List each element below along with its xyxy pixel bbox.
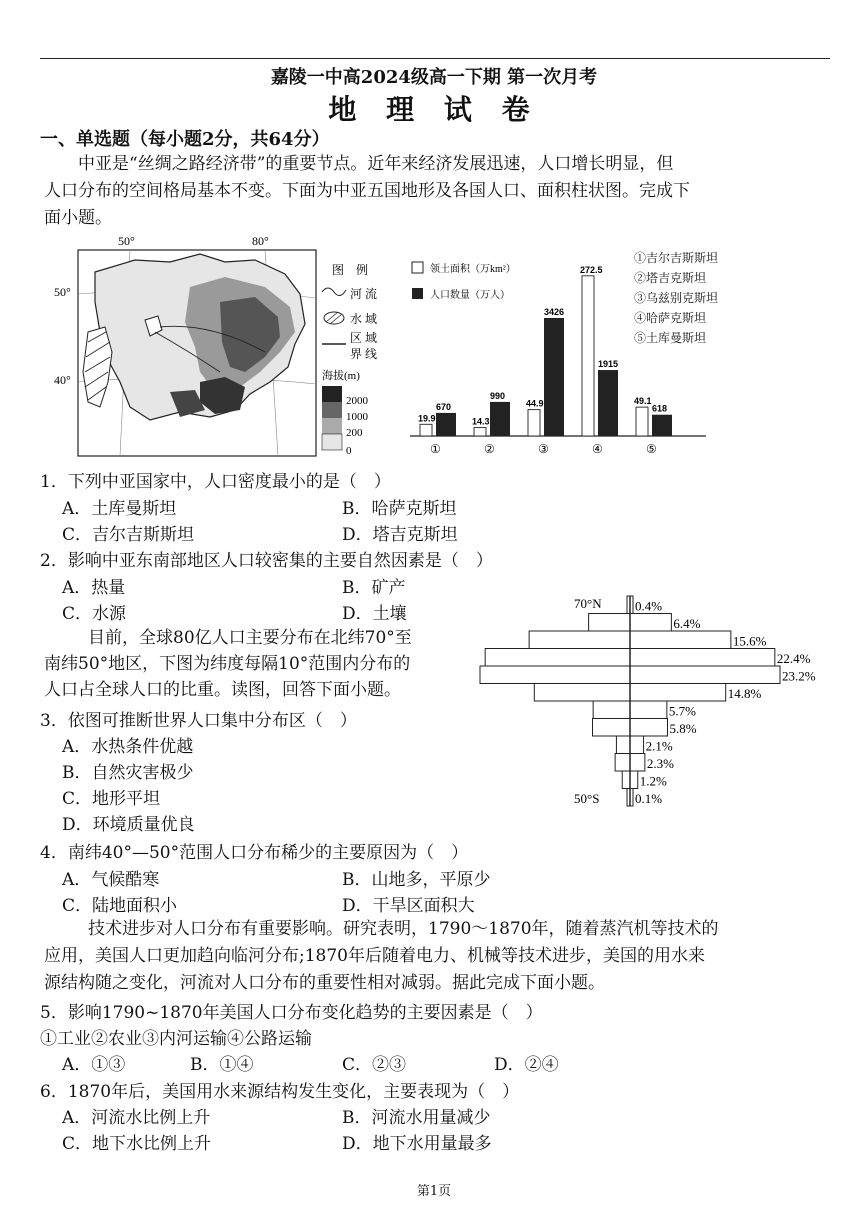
lat-value-9: 2.1% xyxy=(645,738,673,754)
legend-border-label-a: 区 域 xyxy=(350,331,378,345)
central-asia-map-figure xyxy=(50,232,430,462)
label-area-4: 272.5 xyxy=(580,264,603,275)
section-heading: 一、单选题（每小题2分，共64分） xyxy=(40,129,330,150)
lat-label-40: 40° xyxy=(54,373,71,387)
legend-area-label: 领土面积（万km²） xyxy=(430,264,516,275)
q5-option-a[interactable]: A．①③ xyxy=(62,1055,126,1075)
lat-value-11: 1.2% xyxy=(639,773,667,789)
bar-area-4 xyxy=(582,276,594,436)
q2-option-a[interactable]: A．热量 xyxy=(62,578,126,598)
q1-option-a[interactable]: A．土库曼斯坦 xyxy=(62,499,177,519)
q3-option-c[interactable]: C．地形平坦 xyxy=(62,789,161,809)
label-pop-4: 1915 xyxy=(598,359,619,370)
legend-water-label: 水 域 xyxy=(350,312,378,326)
bar-pop-1 xyxy=(436,413,456,436)
q2-option-b[interactable]: B．矿产 xyxy=(342,578,406,598)
label-area-1: 19.9 xyxy=(418,413,436,424)
q3-option-a[interactable]: A．水热条件优越 xyxy=(62,737,194,757)
label-pop-2: 990 xyxy=(490,390,506,401)
q2-option-c[interactable]: C．水源 xyxy=(62,604,127,624)
lat-value-6: 14.8% xyxy=(727,686,762,701)
label-area-2: 14.3 xyxy=(472,416,490,427)
lat-value-1: 0.4% xyxy=(635,598,663,614)
central-asia-map xyxy=(50,232,430,462)
intro-passage-3 xyxy=(44,916,824,997)
q1-stem: 1．下列中亚国家中，人口密度最小的是（ ） xyxy=(40,472,391,492)
intro3-line2: 应用，美国人口更加趋向临河分布;1870年后随着电力、机械等技术进步，美国的用水来 xyxy=(44,946,705,966)
q1-option-c[interactable]: C．吉尔吉斯斯坦 xyxy=(62,525,195,545)
q4-option-a[interactable]: A．气候酷寒 xyxy=(62,870,160,890)
bar-area-3 xyxy=(528,410,540,436)
lat-value-12: 0.1% xyxy=(635,791,663,806)
category-3: ③ xyxy=(538,442,549,456)
label-pop-1: 670 xyxy=(436,401,452,412)
q4-option-c[interactable]: C．陆地面积小 xyxy=(62,896,178,916)
intro1-line2: 人口分布的空间格局基本不变。下面为中亚五国地形及各国人口、面积柱状图。完成下 xyxy=(44,181,690,201)
elev-tick-200: 200 xyxy=(346,427,363,439)
q2-option-d[interactable]: D．土壤 xyxy=(342,604,407,624)
exam-title: 地 理 试 卷 xyxy=(328,93,540,126)
legend-title: 图 例 xyxy=(332,263,369,277)
lat-value-10: 2.3% xyxy=(646,756,674,771)
bar-pop-4 xyxy=(598,370,618,436)
bar-area-5 xyxy=(636,407,648,436)
intro3-line1: 技术进步对人口分布有重要影响。研究表明，1790～1870年，随着蒸汽机等技术的 xyxy=(88,919,719,939)
page-number: 第1页 xyxy=(416,1184,452,1199)
country-legend xyxy=(634,248,718,348)
q6-stem: 6．1870年后，美国用水来源结构发生变化，主要表现为（ ） xyxy=(40,1082,520,1102)
elev-tick-0: 0 xyxy=(346,445,352,457)
q6-option-a[interactable]: A．河流水比例上升 xyxy=(62,1108,211,1128)
lat-bottom-label: 50°S xyxy=(574,791,600,806)
bar-area-2 xyxy=(474,428,486,436)
elev-tick-2000: 2000 xyxy=(346,395,368,407)
q5-option-d[interactable]: D．②④ xyxy=(494,1055,559,1075)
lon-label-80: 80° xyxy=(252,234,269,248)
q3-stem: 3．依图可推断世界人口集中分布区（ ） xyxy=(40,711,357,731)
lat-value-2: 6.4% xyxy=(673,616,701,631)
exam-header: 嘉陵一中高2024级高一下期 第一次月考 xyxy=(270,67,598,88)
header-rule xyxy=(40,58,830,59)
category-1: ① xyxy=(430,442,441,456)
lat-value-5: 23.2% xyxy=(782,668,816,684)
latitude-population-chart xyxy=(470,588,830,810)
intro1-line3: 面小题。 xyxy=(44,208,112,228)
lat-value-8: 5.8% xyxy=(669,721,697,736)
category-2: ② xyxy=(484,442,495,456)
q6-option-b[interactable]: B．河流水用量减少 xyxy=(342,1108,491,1128)
q5-stem: 5．影响1790~1870年美国人口分布变化趋势的主要因素是（ ） xyxy=(40,1003,543,1023)
q5-items: ①工业②农业③内河运输④公路运输 xyxy=(40,1029,312,1049)
q4-option-d[interactable]: D．干旱区面积大 xyxy=(342,896,475,916)
lat-value-7: 5.7% xyxy=(668,703,696,719)
label-area-5: 49.1 xyxy=(634,396,652,407)
category-5: ⑤ xyxy=(646,442,657,456)
elevation-title: 海拔(m) xyxy=(322,370,360,382)
intro2-line2: 南纬50°地区，下图为纬度每隔10°范围内分布的 xyxy=(44,654,411,674)
latitude-chart-svg xyxy=(470,588,830,810)
lon-label-50: 50° xyxy=(118,234,135,248)
lat-top-label: 70°N xyxy=(574,596,602,611)
intro2-line1: 目前，全球80亿人口主要分布在北纬70°至 xyxy=(88,628,412,648)
category-4: ④ xyxy=(592,442,603,456)
legend-river-label: 河 流 xyxy=(350,287,378,301)
country-2: ②塔吉克斯坦 xyxy=(634,271,707,285)
q6-option-d[interactable]: D．地下水用量最多 xyxy=(342,1134,492,1154)
q1-option-d[interactable]: D．塔吉克斯坦 xyxy=(342,525,458,545)
lat-label-50: 50° xyxy=(54,285,71,299)
legend-pop-label: 人口数量（万人） xyxy=(430,290,510,301)
q4-option-b[interactable]: B．山地多，平原少 xyxy=(342,870,491,890)
label-pop-5: 618 xyxy=(652,403,668,414)
q5-option-c[interactable]: C．②③ xyxy=(342,1055,407,1075)
elev-tick-1000: 1000 xyxy=(346,411,368,423)
q3-option-b[interactable]: B．自然灾害极少 xyxy=(62,763,194,783)
country-5: ⑤土库曼斯坦 xyxy=(634,331,707,345)
q5-option-b[interactable]: B．①④ xyxy=(190,1055,254,1075)
q2-stem: 2．影响中亚东南部地区人口较密集的主要自然因素是（ ） xyxy=(40,551,493,571)
q4-stem: 4．南纬40°—50°范围人口分布稀少的主要原因为（ ） xyxy=(40,843,469,863)
intro2-line3: 人口占全球人口的比重。读图，回答下面小题。 xyxy=(44,680,401,700)
bar-pop-5 xyxy=(652,415,672,436)
intro1-line1: 中亚是“丝绸之路经济带”的重要节点。近年来经济发展迅速，人口增长明显，但 xyxy=(78,154,674,174)
q3-option-d[interactable]: D．环境质量优良 xyxy=(62,815,195,835)
legend-border-label-b: 界 线 xyxy=(350,347,378,361)
intro-passage-1 xyxy=(44,151,824,232)
q1-option-b[interactable]: B．哈萨克斯坦 xyxy=(342,499,457,519)
country-4: ④哈萨克斯坦 xyxy=(634,311,707,325)
label-area-3: 44.9 xyxy=(526,398,544,409)
bar-area-1 xyxy=(420,424,432,436)
bar-pop-2 xyxy=(490,402,510,436)
intro3-line3: 源结构随之变化，河流对人口分布的重要性相对减弱。据此完成下面小题。 xyxy=(44,973,605,993)
q6-option-c[interactable]: C．地下水比例上升 xyxy=(62,1134,212,1154)
bar-pop-3 xyxy=(544,318,564,436)
country-3: ③乌兹别克斯坦 xyxy=(634,291,719,305)
lat-value-3: 15.6% xyxy=(732,633,767,649)
intro-passage-2 xyxy=(44,625,412,703)
lat-value-4: 22.4% xyxy=(776,651,811,666)
country-1: ①吉尔吉斯斯坦 xyxy=(634,251,719,265)
label-pop-3: 3426 xyxy=(544,307,565,317)
